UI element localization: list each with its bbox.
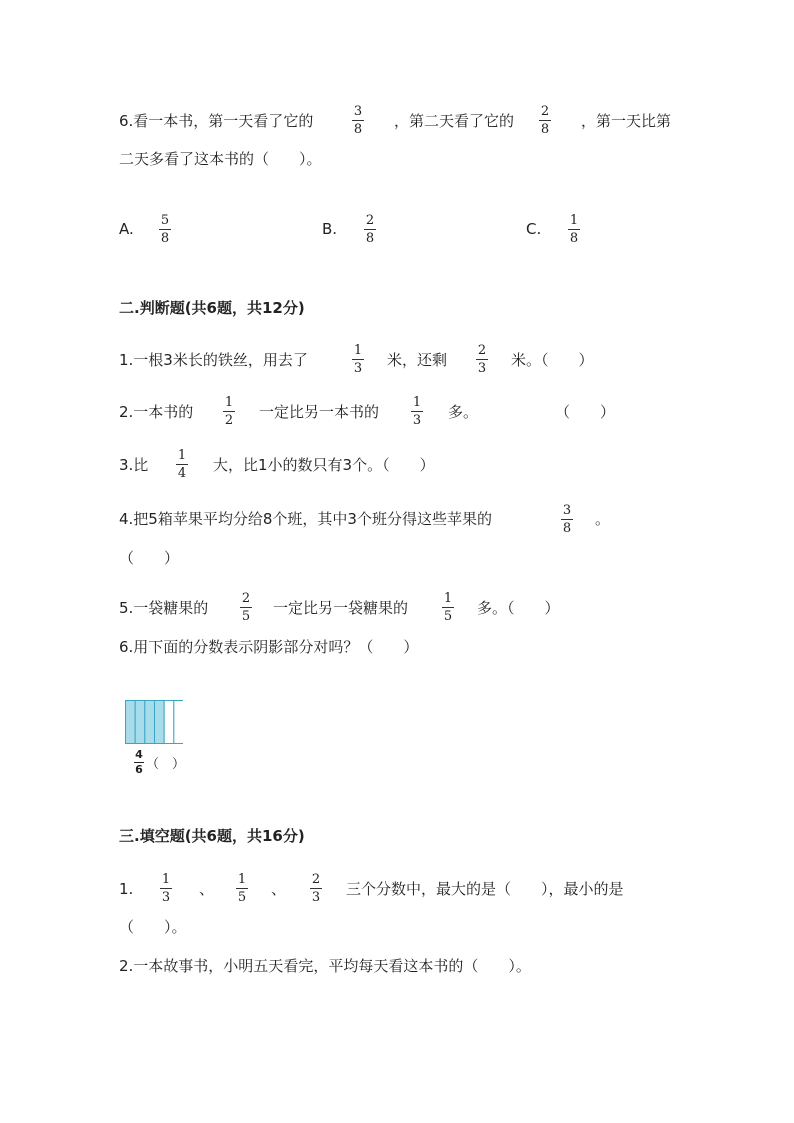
unshaded-part	[174, 701, 183, 744]
fraction-figure	[125, 700, 183, 744]
fraction	[538, 104, 552, 137]
numerator: 3	[562, 503, 572, 518]
denominator: 3	[311, 890, 321, 905]
numerator: 1	[177, 448, 187, 463]
option-c-fraction[interactable]	[567, 213, 581, 246]
shaded-rectangle	[125, 700, 183, 744]
denominator: 8	[562, 521, 572, 536]
denominator: 3	[412, 413, 422, 428]
fraction	[159, 872, 173, 905]
numerator: 5	[160, 213, 170, 228]
question-text: 米，还剩	[387, 351, 448, 369]
shaded-part	[155, 701, 165, 744]
denominator: 8	[569, 231, 579, 246]
fraction	[235, 872, 249, 905]
option-c-label[interactable]: C.	[526, 220, 542, 238]
fraction	[441, 591, 455, 624]
fraction	[175, 448, 189, 481]
denominator: 8	[540, 122, 550, 137]
option-b-label[interactable]: B.	[322, 220, 338, 238]
question-text: 二天多看了这本书的（ ）。	[119, 150, 322, 168]
fraction	[351, 343, 365, 376]
denominator: 5	[241, 609, 251, 624]
denominator: 6	[135, 763, 143, 776]
fraction	[351, 104, 365, 137]
denominator: 3	[161, 890, 171, 905]
numerator: 1	[237, 872, 247, 887]
question-text: 2.一本书的	[119, 403, 194, 421]
numerator: 4	[135, 748, 143, 761]
denominator: 4	[177, 466, 187, 481]
numerator: 2	[241, 591, 251, 606]
question-text: 6.看一本书，第一天看了它的	[119, 112, 314, 130]
question-text: 5.一袋糖果的	[119, 599, 209, 617]
denominator: 3	[353, 361, 363, 376]
numerator: 1	[224, 395, 234, 410]
numerator: 2	[365, 213, 375, 228]
numerator: 1	[353, 343, 363, 358]
fraction	[222, 395, 236, 428]
denominator: 3	[477, 361, 487, 376]
separator: 、	[199, 880, 215, 898]
question-text: ，第二天看了它的	[394, 112, 515, 130]
question-text: 多。（ ）	[477, 599, 560, 617]
shaded-part	[135, 701, 145, 744]
figure-fraction	[133, 749, 145, 776]
numerator: 1	[443, 591, 453, 606]
numerator: 1	[161, 872, 171, 887]
question-text: ，第一天比第	[581, 112, 672, 130]
unshaded-part	[164, 701, 174, 744]
numerator: 2	[477, 343, 487, 358]
numerator: 2	[540, 104, 550, 119]
question-text: 4.把5箱苹果平均分给8个班，其中3个班分得这些苹果的	[119, 510, 492, 528]
denominator: 8	[353, 122, 363, 137]
section-title: 二.判断题(共6题，共12分)	[119, 299, 305, 317]
question-text: 。	[595, 510, 611, 528]
question-text: 多。	[448, 403, 479, 421]
question-text: 大，比1小的数只有3个。（ ）	[213, 456, 435, 474]
denominator: 8	[160, 231, 170, 246]
question-text: 一定比另一本书的	[259, 403, 380, 421]
fill-question-2: 2.一本故事书，小明五天看完，平均每天看这本书的（ ）。	[119, 957, 531, 975]
fraction	[475, 343, 489, 376]
fraction	[410, 395, 424, 428]
question-text: 一定比另一袋糖果的	[273, 599, 409, 617]
shaded-part	[145, 701, 155, 744]
question-text: 三个分数中，最大的是（ ），最小的是	[346, 880, 624, 898]
numerator: 2	[311, 872, 321, 887]
numerator: 3	[353, 104, 363, 119]
answer-blank[interactable]: （ ）。	[119, 918, 187, 936]
answer-blank[interactable]: （ ）	[146, 757, 186, 772]
fraction	[560, 503, 574, 536]
question-text: 米。（ ）	[511, 351, 594, 369]
fraction	[309, 872, 323, 905]
numerator: 1	[569, 213, 579, 228]
fraction	[239, 591, 253, 624]
answer-blank[interactable]: （ ）	[119, 549, 180, 567]
shaded-part	[126, 701, 136, 744]
separator: 、	[271, 880, 287, 898]
denominator: 2	[224, 413, 234, 428]
question-text: 1.	[119, 880, 134, 898]
option-b-fraction[interactable]	[363, 213, 377, 246]
denominator: 5	[237, 890, 247, 905]
numerator: 1	[412, 395, 422, 410]
denominator: 5	[443, 609, 453, 624]
question-text: 3.比	[119, 456, 149, 474]
judge-question-6: 6.用下面的分数表示阴影部分对吗？（ ）	[119, 638, 419, 656]
section-title: 三.填空题(共6题，共16分)	[119, 827, 305, 845]
option-a-label[interactable]: A.	[119, 220, 134, 238]
answer-blank[interactable]: （ ）	[555, 403, 616, 421]
question-text: 1.一根3米长的铁丝，用去了	[119, 351, 308, 369]
denominator: 8	[365, 231, 375, 246]
option-a-fraction[interactable]	[158, 213, 172, 246]
